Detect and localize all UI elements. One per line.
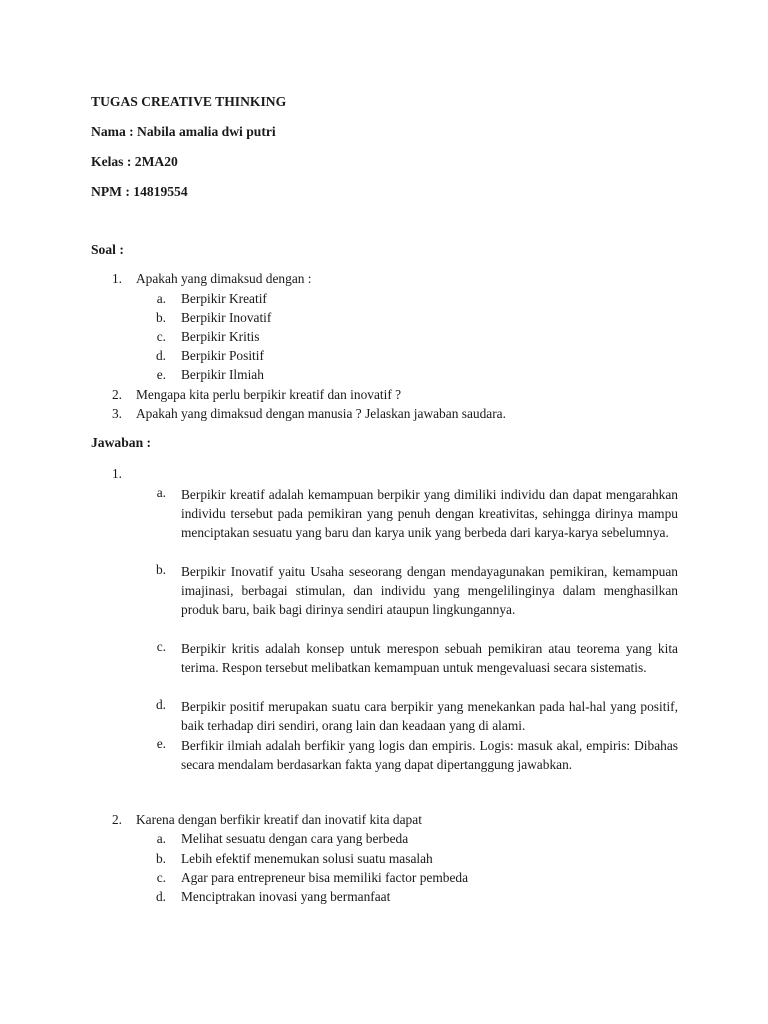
list-item-letter: b. xyxy=(155,310,166,325)
list-item-letter: c. xyxy=(156,639,166,654)
jawaban-heading: Jawaban : xyxy=(91,435,152,450)
question-number: 2. xyxy=(111,387,122,402)
list-item: Berpikir Inovatif xyxy=(181,310,272,325)
list-item-letter: a. xyxy=(156,291,166,306)
answer-text: Karena dengan berfikir kreatif dan inovatif kita dapat xyxy=(136,812,422,827)
answer-paragraph: Berpikir Inovatif yaitu Usaha seseorang dengan mendayagunakan pemikiran, kemampuan imajinasi, berbagai stimulan, dan individu yang mengelilinginya dalam menghasilkan produk baru, baik bagi dirinya sendiri ataupun lingkungannya. xyxy=(181,564,678,618)
list-item-letter: b. xyxy=(155,562,166,577)
question-number: 1. xyxy=(111,271,122,286)
answer-paragraph: Berpikir kreatif adalah kemampuan berpikir yang dimiliki individu dan dapat mengarahkan individu tersebut pada pemikiran yang penuh dengan kreativitas, sehingga dirinya mampu menciptakan sesuatu yang baru dan karya unik yang berbeda dari karya-karya sebelumnya. xyxy=(181,487,678,541)
student-class: Kelas : 2MA20 xyxy=(91,154,178,169)
list-item-letter: a. xyxy=(156,485,166,500)
question-number: 3. xyxy=(111,406,122,421)
list-item-letter: c. xyxy=(156,870,166,885)
list-item: Melihat sesuatu dengan cara yang berbeda xyxy=(181,831,409,846)
answer-paragraph: Berfikir ilmiah adalah berfikir yang logis dan empiris. Logis: masuk akal, empiris: Dibahas secara mendalam berdasarkan fakta yang dapat dipertanggung jawabkan. xyxy=(181,738,678,773)
answer-number: 2. xyxy=(111,812,122,827)
list-item: Berpikir Kritis xyxy=(181,329,260,344)
soal-heading: Soal : xyxy=(91,242,124,257)
list-item-letter: a. xyxy=(156,831,166,846)
list-item: Berpikir Ilmiah xyxy=(181,367,264,382)
list-item: Berpikir Positif xyxy=(181,348,264,363)
student-name: Nama : Nabila amalia dwi putri xyxy=(91,124,276,139)
list-item-letter: d. xyxy=(155,889,166,904)
question-text: Apakah yang dimaksud dengan : xyxy=(136,271,312,286)
list-item-letter: d. xyxy=(155,348,166,363)
list-item: Berpikir Kreatif xyxy=(181,291,267,306)
list-item: Agar para entrepreneur bisa memiliki factor pembeda xyxy=(181,870,469,885)
answer-paragraph: Berpikir kritis adalah konsep untuk merespon sebuah pemikiran atau teorema yang kita terima. Respon tersebut melibatkan kemampuan untuk mengevaluasi secara sistematis. xyxy=(181,641,678,676)
list-item-letter: c. xyxy=(156,329,166,344)
student-npm: NPM : 14819554 xyxy=(91,184,188,199)
list-item-letter: d. xyxy=(155,697,166,712)
document-title: TUGAS CREATIVE THINKING xyxy=(91,94,287,109)
list-item: Menciptrakan inovasi yang bermanfaat xyxy=(181,889,391,904)
list-item-letter: e. xyxy=(156,736,166,751)
answer-number: 1. xyxy=(111,466,122,481)
question-text: Apakah yang dimaksud dengan manusia ? Jelaskan jawaban saudara. xyxy=(136,406,506,421)
question-text: Mengapa kita perlu berpikir kreatif dan inovatif ? xyxy=(136,387,402,402)
list-item-letter: e. xyxy=(156,367,166,382)
list-item: Lebih efektif menemukan solusi suatu masalah xyxy=(181,851,433,866)
list-item-letter: b. xyxy=(155,851,166,866)
answer-paragraph: Berpikir positif merupakan suatu cara berpikir yang menekankan pada hal-hal yang positif, baik terhadap diri sendiri, orang lain dan keadaan yang di alami. xyxy=(181,699,678,734)
